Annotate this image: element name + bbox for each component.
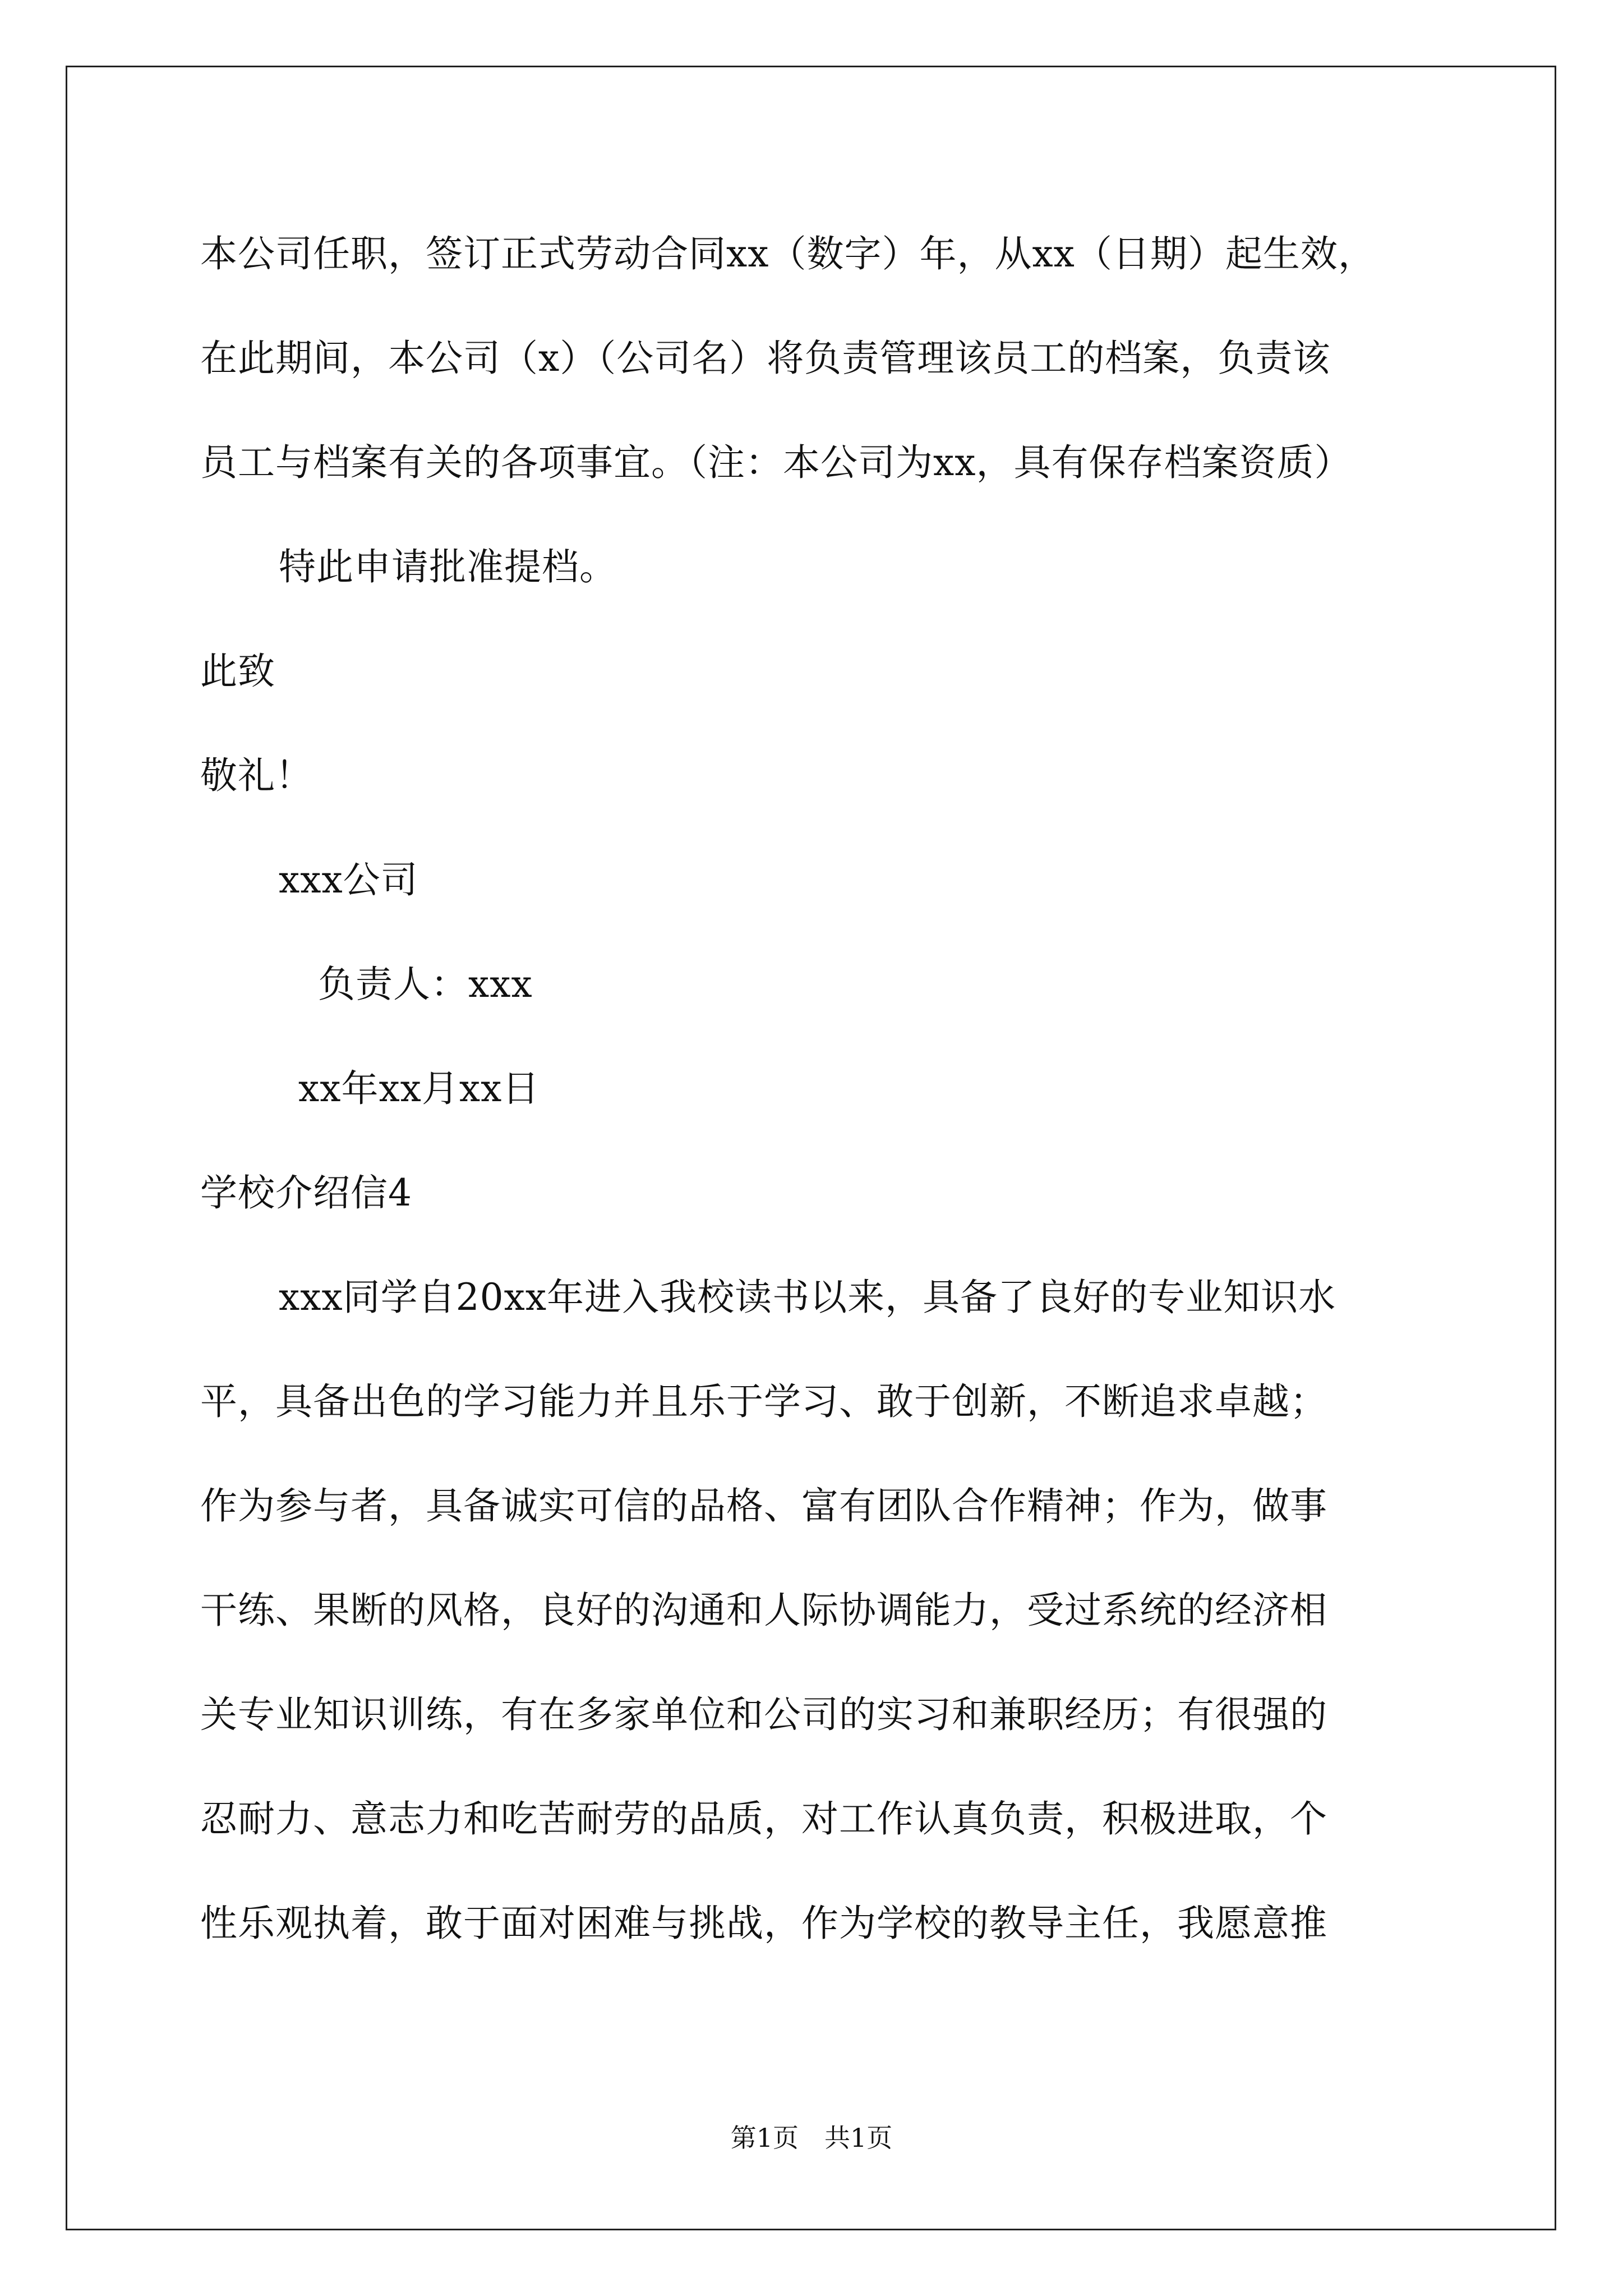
text-line-4: 特此申请批准提档。: [279, 545, 617, 588]
section-heading: 学校介绍信4: [200, 1171, 412, 1214]
text-line-12: 平，具备出色的学习能力并且乐于学习、敢于创新，不断追求卓越；: [200, 1380, 1327, 1423]
page-footer: 第1页 共1页: [730, 2123, 893, 2153]
text-line-15: 关专业知识训练，有在多家单位和公司的实习和兼职经历；有很强的: [200, 1693, 1327, 1736]
text-line-13: 作为参与者，具备诚实可信的品格、富有团队合作精神；作为，做事: [200, 1484, 1327, 1527]
signature-date: xx年xx月xx日: [298, 1067, 540, 1110]
signature-company: xxx公司: [279, 858, 418, 901]
closing: 敬礼！: [200, 754, 313, 797]
text-line-3: 员工与档案有关的各项事宜。（注：本公司为xx，具有保存档案资质）: [200, 441, 1352, 484]
text-line-1: 本公司任职，签订正式劳动合同xx（数字）年，从xx（日期）起生效，: [200, 232, 1376, 275]
text-line-2: 在此期间，本公司（x）（公司名）将负责管理该员工的档案，负责该: [200, 337, 1331, 380]
text-line-14: 干练、果断的风格，良好的沟通和人际协调能力，受过系统的经济相: [200, 1589, 1327, 1632]
signature-person: 负责人：xxx: [318, 963, 533, 1006]
text-line-16: 忍耐力、意志力和吃苦耐劳的品质，对工作认真负责，积极进取，个: [200, 1797, 1327, 1841]
salutation: 此致: [200, 650, 275, 693]
text-line-17: 性乐观执着，敢于面对困难与挑战，作为学校的教导主任，我愿意推: [200, 1902, 1327, 1945]
text-line-11: xxx同学自20xx年进入我校读书以来，具备了良好的专业知识水: [279, 1276, 1336, 1319]
